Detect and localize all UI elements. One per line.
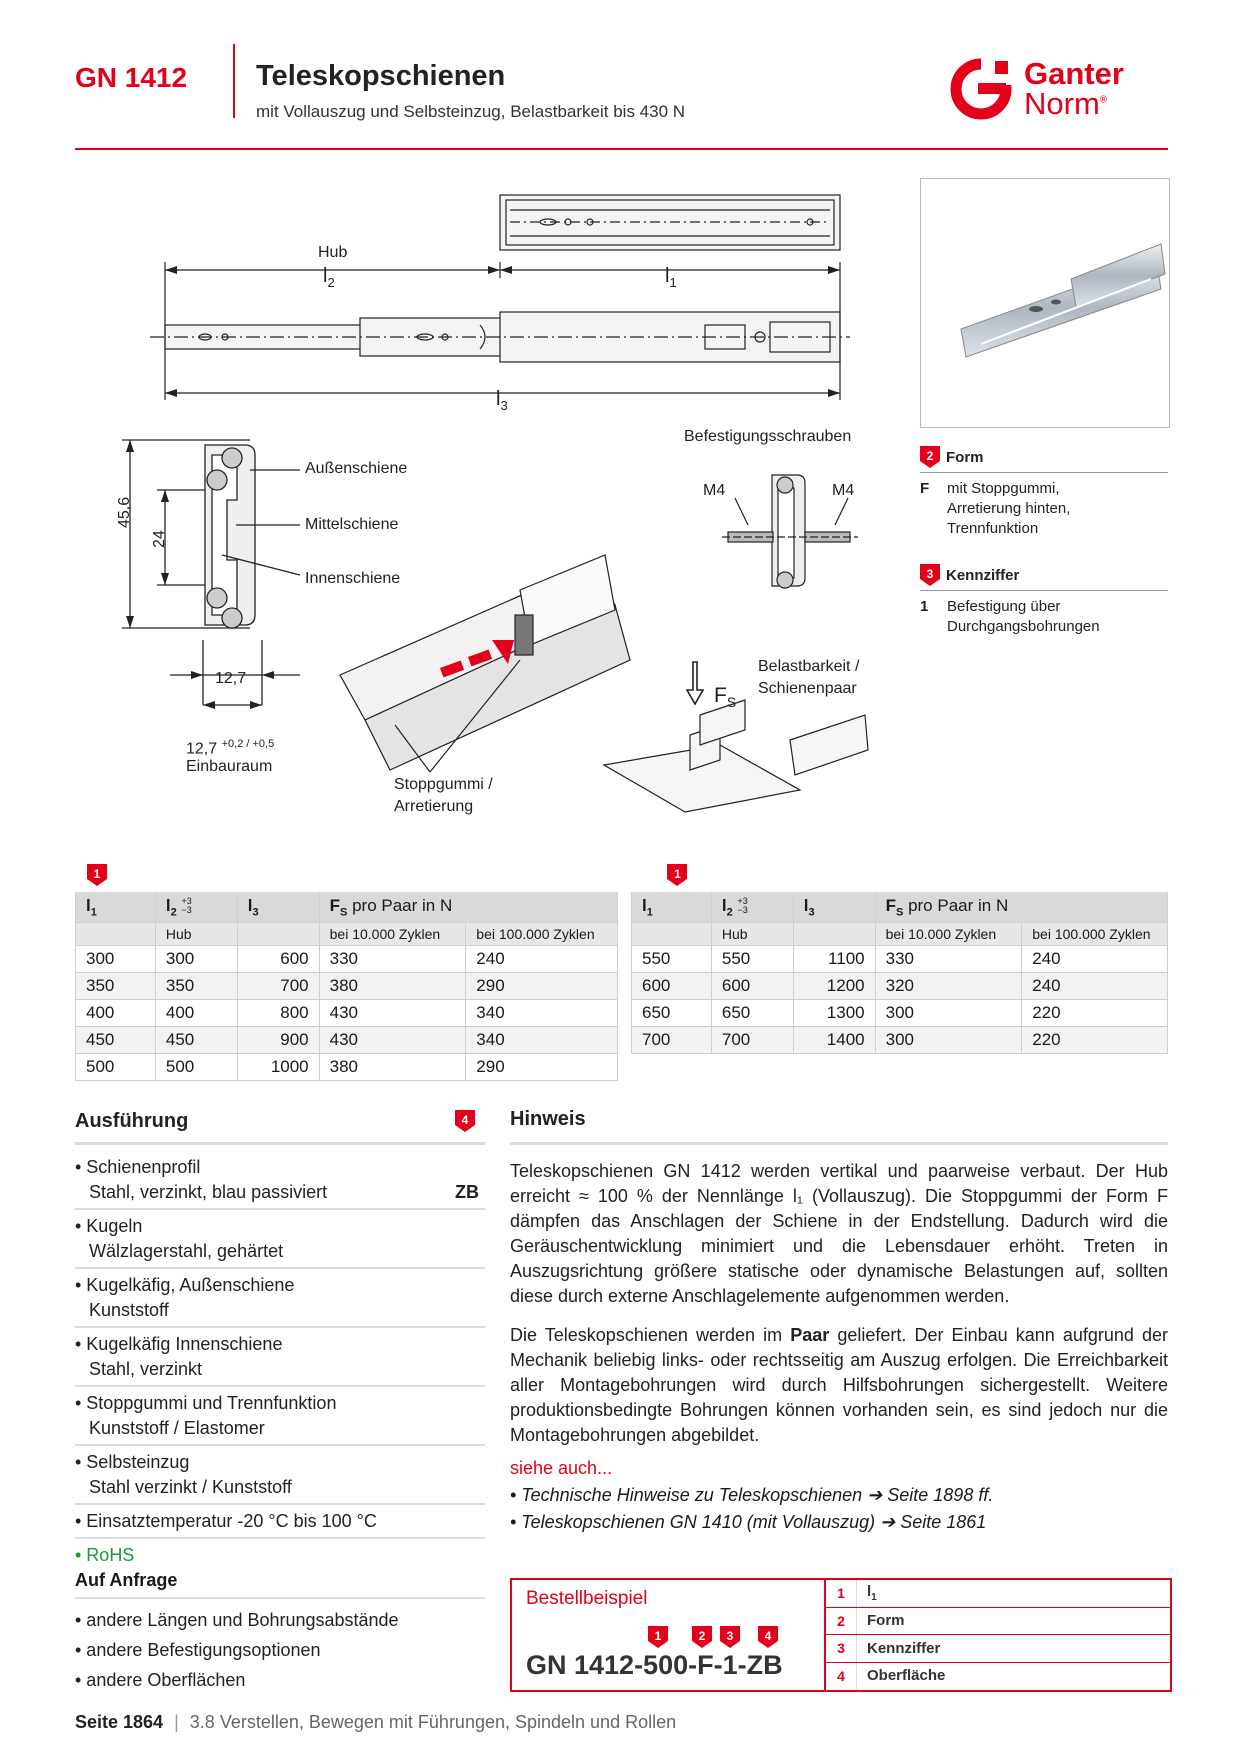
kennziffer-section [920,564,1168,637]
ausfuehrung-item-title: • Stoppgummi und Trennfunktion [75,1393,337,1413]
kennziffer-badge: 3 [920,564,940,586]
page-number: Seite 1864 [75,1712,164,1732]
ausfuehrung-item [75,1509,485,1537]
ausfuehrung-item-material: Stahl, verzinkt [89,1359,203,1379]
order-badge-4: 4 [758,1626,778,1648]
ausfuehrung-badge: 4 [455,1110,475,1132]
table-cell: 650 [711,1000,793,1027]
col-10k: bei 10.000 Zyklen [875,923,1022,946]
m4-right-label: M4 [832,482,855,499]
page-subtitle: mit Vollauszug und Selbsteinzug, Belastbarkeit bis 430 N [256,102,686,121]
rail-photo-image [921,179,1169,427]
table-cell: 1400 [793,1027,875,1054]
col-fs: $F_S$ pro Paar in N [875,892,1167,923]
col-10k: bei 10.000 Zyklen [319,923,466,946]
form-title: Form [946,448,984,466]
table-cell: 500 [155,1054,237,1081]
table-cell: 800 [237,1000,319,1027]
form-section [920,446,1168,539]
order-legend-row: 1 $l_1$ [826,1580,1172,1608]
schienenpaar-label: Schienenpaar [758,680,857,697]
col-hub: Hub [711,923,793,946]
dim-45-6: 45,6 [116,496,133,528]
table-cell: 380 [319,973,466,1000]
arretierung-label: Arretierung [394,798,474,815]
table-cell: 340 [466,1027,618,1054]
brand-logo [950,56,1170,126]
l1-label: $l_1$ [665,265,677,290]
l3-label: $l_3$ [496,388,508,413]
einbau-label: Einbauraum [186,758,273,775]
ausfuehrung-item-title: • Schienenprofil [75,1157,201,1177]
table-row [76,1000,618,1027]
ausfuehrung-item [75,1450,485,1503]
ganter-logo-icon [950,58,1012,120]
table-cell: 300 [155,946,237,973]
table-row [76,973,618,1000]
ausfuehrung-item-title: • Selbsteinzug [75,1452,190,1472]
brand-name: Ganter [1024,56,1124,91]
col-fs: $F_S$ pro Paar in N [319,892,617,923]
table-cell: 1200 [793,973,875,1000]
stoppgummi-label: Stoppgummi / [394,776,493,793]
chapter-text: 3.8 Verstellen, Bewegen mit Führungen, Spindeln und Rollen [189,1712,677,1732]
table-cell: 300 [875,1000,1022,1027]
table-cell: 550 [711,946,793,973]
order-title: Bestellbeispiel [526,1588,648,1609]
table-right-badge: 1 [667,864,687,886]
ausfuehrung-item-title: • Kugelkäfig Innenschiene [75,1334,283,1354]
ausfuehrung-item [75,1391,485,1444]
table-cell: 600 [632,973,712,1000]
ausfuehrung-item-material: Kunststoff / Elastomer [89,1418,265,1438]
order-legend-row: 4 Oberfläche [826,1663,1172,1690]
table-cell: 450 [76,1027,156,1054]
table-cell: 500 [76,1054,156,1081]
hub-label: Hub [318,244,348,261]
col-100k: bei 100.000 Zyklen [466,923,618,946]
ausfuehrung-item [75,1155,485,1208]
hinweis-section [510,1108,1168,1533]
dim-12-7: 12,7 [215,670,247,687]
table-cell: 450 [155,1027,237,1054]
anfrage-title: Auf Anfrage [75,1570,178,1590]
ausfuehrung-item-material: Stahl verzinkt / Kunststoff [89,1477,292,1497]
order-legend-row: 2 Form [826,1608,1172,1636]
col-l3: $l_3$ [793,892,875,923]
kennziffer-desc-1: Befestigung über [947,598,1061,615]
table-cell: 350 [76,973,156,1000]
form-key: F [920,480,930,497]
table-right [631,892,1168,1054]
table-cell: 900 [237,1027,319,1054]
befestigung-label: Befestigungsschrauben [684,428,852,445]
product-code: GN 1412 [75,62,188,93]
page-title: Teleskopschienen [256,60,506,92]
table-cell: 550 [632,946,712,973]
order-badge-2: 2 [692,1626,712,1648]
table-cell: 650 [632,1000,712,1027]
table-cell: 430 [319,1027,466,1054]
hinweis-paragraph-2: Die Teleskopschienen werden im Paar geliefert. Der Einbau kann aufgrund der Mechanik beliebig links- oder rechtsseitig am Auszug erfolgen. Die Erreichbarkeit aller Montagebohrungen wird durch Hilfsbohrungen sichergestellt. Weitere produktionsbedingte Bohrungen können vorhanden sein, es sind jedoch nur die Montagebohrungen abgebildet. [510,1325,1168,1445]
siehe-auch: siehe auch... [510,1458,613,1478]
table-row [632,1000,1168,1027]
product-photo [920,178,1170,428]
table-row [632,946,1168,973]
table-cell: 330 [319,946,466,973]
table-cell: 380 [319,1054,466,1081]
technical-drawing [0,0,900,840]
hinweis-title: Hinweis [510,1108,586,1130]
col-l2: $l_2 +3$ −3 [711,892,793,923]
table-left-badge: 1 [87,864,107,886]
footer [75,1712,676,1733]
reference-link-1[interactable]: • Technische Hinweise zu Teleskopschienen ➔ Seite 1898 ff. [510,1485,994,1505]
anfrage-item-1: • andere Längen und Bohrungsabstände [75,1610,399,1630]
anfrage-section [75,1570,485,1695]
kennziffer-key: 1 [920,598,929,615]
table-cell: 300 [76,946,156,973]
table-row [76,1027,618,1054]
l2-label: $l_2$ [323,265,335,290]
order-legend-row: 3 Kennziffer [826,1635,1172,1663]
ausfuehrung-list [75,1155,485,1539]
ausfuehrung-item [75,1273,485,1326]
brand-subname: Norm [1024,86,1100,121]
table-row [632,973,1168,1000]
table-cell: 290 [466,1054,618,1081]
col-l1: $l_1$ [76,892,156,923]
ausfuehrung-title: Ausführung [75,1109,189,1132]
table-cell: 700 [632,1027,712,1054]
innenschiene-label: Innenschiene [305,570,401,587]
form-badge: 2 [920,446,940,468]
table-cell: 700 [711,1027,793,1054]
ausfuehrung-item-material: Stahl, verzinkt, blau passiviert ZB [75,1180,485,1205]
table-cell: 400 [155,1000,237,1027]
dim-24: 24 [151,530,168,548]
table-left [75,892,618,1081]
ausfuehrung-item-material: Kunststoff [89,1300,169,1320]
table-cell: 290 [466,973,618,1000]
table-cell: 330 [875,946,1022,973]
col-100k: bei 100.000 Zyklen [1022,923,1168,946]
table-cell: 320 [875,973,1022,1000]
col-l1: $l_1$ [632,892,712,923]
table-cell: 240 [466,946,618,973]
form-desc-3: Trennfunktion [947,520,1039,537]
table-cell: 220 [1022,1000,1168,1027]
table-row [632,1027,1168,1054]
einbau-value: 12,7 $^{+0,2 / +0,5}$ [186,738,275,758]
ausfuehrung-item-title: • Kugeln [75,1216,143,1236]
table-cell: 430 [319,1000,466,1027]
ausfuehrung-item-material: Wälzlagerstahl, gehärtet [89,1241,284,1261]
col-hub: Hub [155,923,237,946]
form-desc-1: mit Stoppgummi, [947,480,1060,497]
ausfuehrung-item [75,1332,485,1385]
form-desc-2: Arretierung hinten, [947,500,1071,517]
table-row [76,946,618,973]
col-l3: $l_3$ [237,892,319,923]
reference-link-2[interactable]: • Teleskopschienen GN 1410 (mit Vollauszug) ➔ Seite 1861 [510,1512,987,1532]
table-cell: 400 [76,1000,156,1027]
footer-separator: | [174,1712,179,1732]
table-cell: 1000 [237,1054,319,1081]
belastbarkeit-label: Belastbarkeit / [758,658,860,675]
table-cell: 300 [875,1027,1022,1054]
mittelschiene-label: Mittelschiene [305,516,399,533]
fs-label: $F_S$ [714,684,737,711]
ausfuehrung-section [75,1108,485,1568]
table-cell: 1300 [793,1000,875,1027]
col-l2: $l_2 +3$ −3 [155,892,237,923]
table-cell: 350 [155,973,237,1000]
table-cell: 340 [466,1000,618,1027]
order-code: GN 1412-500-F-1-ZB [526,1650,783,1680]
m4-left-label: M4 [703,482,726,499]
aussenschiene-label: Außenschiene [305,460,408,477]
table-cell: 240 [1022,973,1168,1000]
table-cell: 1100 [793,946,875,973]
order-badge-3: 3 [720,1626,740,1648]
anfrage-item-2: • andere Befestigungsoptionen [75,1640,321,1660]
hinweis-paragraph-1: Teleskopschienen GN 1412 werden vertikal und paarweise verbaut. Der Hub erreicht ≈ 100 % der Nennlänge l₁ (Vollauszug). Die Stoppgummi der Form F dämpfen das Anschlagen der Schiene in der Endstellung. Dadurch wird die Geräuschentwicklung minimiert und die Lebensdauer erhöht. Treten in Auszugsrichtung größere statische oder dynamische Belastungen auf, sollten diese durch externe Anschlagelemente aufgenommen werden. [510,1161,1168,1306]
order-legend [826,1580,1172,1689]
rohs-label: • RoHS [75,1545,135,1565]
table-cell: 240 [1022,946,1168,973]
table-row [76,1054,618,1081]
kennziffer-desc-2: Durchgangsbohrungen [947,618,1100,635]
order-example [510,1578,1172,1692]
surface-code: ZB [455,1182,479,1202]
registered-mark: ® [1099,94,1108,106]
ausfuehrung-item-title: • Einsatztemperatur -20 °C bis 100 °C [75,1511,377,1531]
ausfuehrung-item-title: • Kugelkäfig, Außenschiene [75,1275,295,1295]
table-cell: 600 [711,973,793,1000]
table-cell: 700 [237,973,319,1000]
order-badge-1: 1 [648,1626,668,1648]
table-cell: 220 [1022,1027,1168,1054]
kennziffer-title: Kennziffer [946,566,1020,584]
table-cell: 600 [237,946,319,973]
ausfuehrung-item [75,1214,485,1267]
anfrage-item-3: • andere Oberflächen [75,1670,246,1690]
